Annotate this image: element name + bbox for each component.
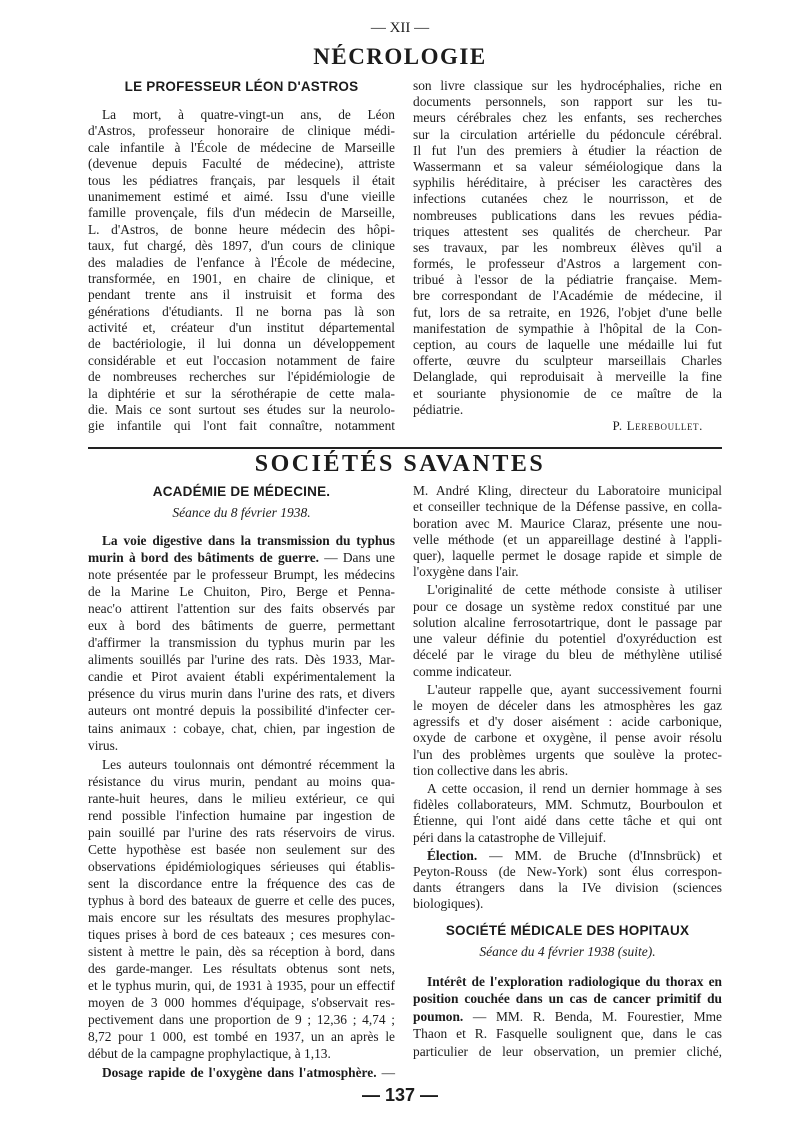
text-line: L. d'Astros, de bonne heure médecin des hôpi- xyxy=(88,221,395,237)
text-line xyxy=(413,1008,722,1025)
paragraph xyxy=(88,1064,395,1081)
text-run: — MM. de Bruche (d'Innsbrück) et xyxy=(477,847,722,863)
text-run: — Dans une xyxy=(319,550,395,566)
text-line: A cette occasion, il rend un dernier hommage à ses xyxy=(427,780,722,796)
academie-left-column xyxy=(88,532,395,1082)
text-line: péri dans la catastrophe de Villejuif. xyxy=(413,829,607,845)
paragraph xyxy=(413,682,722,780)
text-line: mais encore sur les résultats des mesures prophylac- xyxy=(88,910,395,926)
text-line: des maladies de l'enfance à l'École de médecine, xyxy=(88,254,395,270)
text-line: sur la circulation artérielle du pédoncule cérébral. xyxy=(413,126,722,142)
bold-lead-text: Élection. xyxy=(427,847,478,863)
text-line: velle méthode (et un appareillage destiné à l'appli- xyxy=(413,531,722,547)
text-line: note présentée par le professeur Brumpt, les médecins xyxy=(88,567,395,583)
text-line: biologiques). xyxy=(413,896,484,912)
section-divider xyxy=(88,447,722,449)
page-number: — 137 — xyxy=(361,1085,439,1105)
text-line: sistent à mettre le pain, dès sa réception à bord, dans xyxy=(88,944,395,960)
smh-seance-date: Séance du 4 février 1938 (suite). xyxy=(479,944,656,959)
text-line: de nombreuses recherches sur l'épidémiologie de xyxy=(88,369,395,385)
text-line: auteurs ont montré depuis la possibilité d'infecter cer- xyxy=(88,703,395,719)
academie-right-column xyxy=(413,483,722,913)
text-line: bre correspondant de l'Académie de médecine, il xyxy=(413,288,722,304)
text-line: la diphtérie et sur la sérothérapie de cette mala- xyxy=(88,385,395,401)
text-line: manifestation de sympathie à l'hôpital de la Con- xyxy=(413,320,722,336)
text-line: observations épidémiologiques sérieuses qui établis- xyxy=(88,858,395,874)
text-line: L'auteur rappelle que, ayant successivement fourni xyxy=(427,681,722,697)
smh-column xyxy=(413,973,722,1060)
roman-page-number: — XII — xyxy=(370,20,430,36)
text-line: syphilis héréditaire, à préciser les caractères des xyxy=(413,175,722,191)
text-line xyxy=(413,990,722,1007)
text-line: tiques prises à bord de ces bateaux ; ces mesures con- xyxy=(88,927,395,943)
signature: P. Lereboullet. xyxy=(612,418,703,433)
text-line: particulier de leur observation, un premier cliché, xyxy=(413,1043,722,1059)
text-line: activité et, créateur d'un institut départemental xyxy=(88,320,395,336)
text-line: l'oxygène dans l'air. xyxy=(413,564,519,580)
text-line: rante-huit heures, dans le milieu extérieur, ce qui xyxy=(88,790,395,806)
text-line: Il fut l'un des premiers à étudier la réaction de xyxy=(413,142,722,158)
text-line: pain souillé par l'urine des rats réservoirs de virus. xyxy=(88,824,395,840)
paragraph xyxy=(413,483,722,581)
text-line: 8,72 pour 1 000, est tombé en 1937, un an après le xyxy=(88,1029,395,1045)
text-line: et souriante physionomie de ce maître de la xyxy=(413,385,722,401)
text-line: présence du virus murin dans l'urine des rats, et divers xyxy=(88,686,395,702)
text-run: — xyxy=(376,1065,395,1081)
text-line: Cette hypothèse est basée non seulement sur des xyxy=(88,841,395,857)
text-line: virus. xyxy=(88,737,119,753)
article-title: LE PROFESSEUR LÉON D'ASTROS xyxy=(124,79,359,94)
text-line xyxy=(413,973,722,990)
text-line: formés, le professeur d'Astros a largement con- xyxy=(413,256,722,272)
text-line: unanimement estimé et aimé. Issu d'une vieille xyxy=(88,188,395,204)
text-line: Thaon et R. Fasquelle soulignent que, dans le cas xyxy=(413,1026,722,1042)
section-title-societes: SOCIÉTÉS SAVANTES xyxy=(254,451,546,477)
text-line: nombreuses publications dans les revues pédia- xyxy=(413,207,722,223)
text-line: fut, lors de sa retraite, en 1926, l'objet d'une belle xyxy=(413,304,722,320)
paragraph xyxy=(413,781,722,846)
paragraph xyxy=(413,582,722,680)
text-line: tous les pédiatres français, par lesquels il était xyxy=(88,172,395,188)
smh-heading: SOCIÉTÉ MÉDICALE DES HOPITAUX xyxy=(445,923,690,938)
text-line: de la Marine Le Chuiton, Piro, Berge et Penna- xyxy=(88,584,395,600)
text-line: aliments souillés par l'urine des rats. Dès 1933, Mar- xyxy=(88,652,395,668)
text-line xyxy=(413,848,722,864)
text-line: (devenue depuis Faculté de médecine), attriste xyxy=(88,156,395,172)
bold-lead-text: murin à bord des bâtiments de guerre. xyxy=(88,550,319,566)
paragraph xyxy=(88,107,395,435)
text-line xyxy=(88,1064,395,1081)
text-line: La mort, à quatre-vingt-un ans, de Léon xyxy=(102,107,395,122)
text-line xyxy=(88,532,395,549)
text-line: l'un des problèmes urgents que soulève la protec- xyxy=(413,746,722,762)
text-line: cale infantile à l'École de médecine de Marseille xyxy=(88,139,395,155)
text-line: oxyde de carbone et oxygène, il pense avoir résolu xyxy=(413,730,722,746)
text-line: transformée, en 1901, en chaire de clinique, et xyxy=(88,270,395,286)
text-line: d'affirmer la transmission du typhus murin par les xyxy=(88,635,395,651)
text-line: considérable et eut l'occasion notamment de faire xyxy=(88,352,395,368)
bold-lead-text: Dosage rapide de l'oxygène dans l'atmosphère. xyxy=(102,1065,377,1081)
text-line: boration avec M. Maurice Claraz, présente une nou- xyxy=(413,515,722,531)
text-line: eux à bord des bâtiments de guerre, permettant xyxy=(88,618,395,634)
text-line: infections cutanées chez le nourrisson, et de xyxy=(413,191,722,207)
academie-seance-date: Séance du 8 février 1938. xyxy=(172,505,311,520)
text-line: agressifs et d'y doser aisément : acide carbonique, xyxy=(413,714,722,730)
text-line: d'Astros, professeur honoraire de clinique médi- xyxy=(88,123,395,139)
text-line: offerte, œuvre du sculpteur marseillais Charles xyxy=(413,353,722,369)
text-line: tains animaux : cobaye, chat, chien, par ingestion de xyxy=(88,720,395,736)
text-line: et le typhus murin, qui, de 1931 à 1935, pour un effectif xyxy=(88,978,395,994)
text-line: ception, au cours de laquelle une médaille lui fut xyxy=(413,337,722,352)
text-line: Peyton-Rouss (de New-York) sont élus correspon- xyxy=(413,863,722,879)
text-line: triques attestent ses qualités de chercheur. Par xyxy=(413,223,722,239)
text-line: sent la discordance entre la fréquence des cas de xyxy=(88,875,395,891)
text-line xyxy=(88,549,395,566)
text-line: tion collective dans les abris. xyxy=(413,763,569,779)
text-line: candie et Pirot avaient établi expérimentalement la xyxy=(88,669,395,685)
text-line: M. André Kling, directeur du Laboratoire municipal xyxy=(413,483,722,498)
academie-heading: ACADÉMIE DE MÉDECINE. xyxy=(152,484,331,499)
text-line: solution alcaline ferrosotartrique, dont le passage par xyxy=(413,614,722,630)
paragraph xyxy=(413,78,722,418)
necrologie-left-column xyxy=(88,107,395,435)
text-line: quer), laquelle permet le dosage rapide et simple de xyxy=(413,548,722,564)
text-line: gie infantile qui l'ont fait connaître, notamment xyxy=(88,418,395,434)
text-line: comme indicateur. xyxy=(413,663,512,679)
text-line: une valeur définie du potentiel d'oxyréduction est xyxy=(413,631,722,647)
text-line: neac'o attirent l'attention sur des faits observés par xyxy=(88,601,395,617)
text-line: ses travaux, par les nombreux élèves qu'il a xyxy=(413,239,722,255)
text-line: pendant trente ans il instruisit et forma des xyxy=(88,287,395,303)
text-line: L'originalité de cette méthode consiste à utiliser xyxy=(427,582,722,598)
section-title-necrologie: NÉCROLOGIE xyxy=(313,44,487,69)
text-line: résistance du virus murin, pendant au moins qua- xyxy=(88,773,395,789)
text-run: — MM. R. Benda, M. Fourestier, Mme xyxy=(463,1008,722,1024)
text-line: documents personnels, son rapport sur les tu- xyxy=(413,94,722,110)
text-line: moyen de 3 000 hommes d'équipage, s'observait res- xyxy=(88,995,395,1011)
text-line: Les auteurs toulonnais ont démontré récemment la xyxy=(102,756,395,772)
bold-lead-text: Intérêt de l'exploration radiologique du thorax en xyxy=(427,974,722,989)
text-line: tribué à l'essor de la pédiatrie française. Mem- xyxy=(413,272,722,288)
text-line: début de la campagne prophylactique, à 1,13. xyxy=(88,1046,331,1062)
text-line: pour ce dosage un système redox constitué par une xyxy=(413,598,722,614)
text-line: famille provençale, fils d'un médecin de Marseille, xyxy=(88,205,395,221)
text-line: typhus à bord des bateaux de guerre et celle des puces, xyxy=(88,892,395,908)
text-line: die. Mais ce sont surtout ses études sur la neurolo- xyxy=(88,402,395,418)
text-line: son livre classique sur les hydrocéphalies, riche en xyxy=(413,78,722,93)
text-line: décelé par le virage du bleu de méthylène utilisé xyxy=(413,647,722,663)
text-line: générations d'étudiants. Il ne borna pas là son xyxy=(88,303,395,319)
text-line: dants étrangers dans la IVe division (sciences xyxy=(413,880,722,896)
necrologie-right-column xyxy=(413,78,722,418)
text-line: des garde-manger. Les résultats obtenus sont nets, xyxy=(88,961,395,977)
paragraph xyxy=(413,973,722,1060)
text-line: Étienne, qui l'ont aidé dans cette tâche et qui ont xyxy=(413,813,722,829)
paragraph xyxy=(88,756,395,1063)
bold-lead-text: position couchée dans un cas de cancer primitif du xyxy=(413,991,722,1007)
text-line: fidèles collaborateurs, MM. Schmutz, Bourboulon et xyxy=(413,797,722,813)
bold-lead-text: poumon. xyxy=(413,1008,464,1024)
text-line: meurs cérébrales chez les enfants, ses recherches xyxy=(413,110,722,126)
text-line: et conseiller technique de la Défense passive, en colla- xyxy=(413,499,722,515)
text-line: Delanglade, qui reproduisait à merveille la fine xyxy=(413,369,722,385)
text-line: le moyen de déceler dans les atmosphères les gaz xyxy=(413,697,722,713)
text-line: pectivement dans une proportion de 9 ; 12,36 ; 4,74 ; xyxy=(88,1012,395,1028)
paragraph xyxy=(413,848,722,913)
text-line: rend possible l'infection humaine par ingestion de xyxy=(88,807,395,823)
text-line: taux, fut chargé, dès 1897, d'un cours de clinique xyxy=(88,238,395,254)
text-line: de bactériologie, il lui donna un développement xyxy=(88,336,395,352)
text-line: pédiatrie. xyxy=(413,401,464,417)
text-line: Wassermann et sa valeur séméiologique dans la xyxy=(413,158,722,174)
bold-lead-text: La voie digestive dans la transmission du typhus xyxy=(102,533,395,548)
paragraph xyxy=(88,532,395,754)
